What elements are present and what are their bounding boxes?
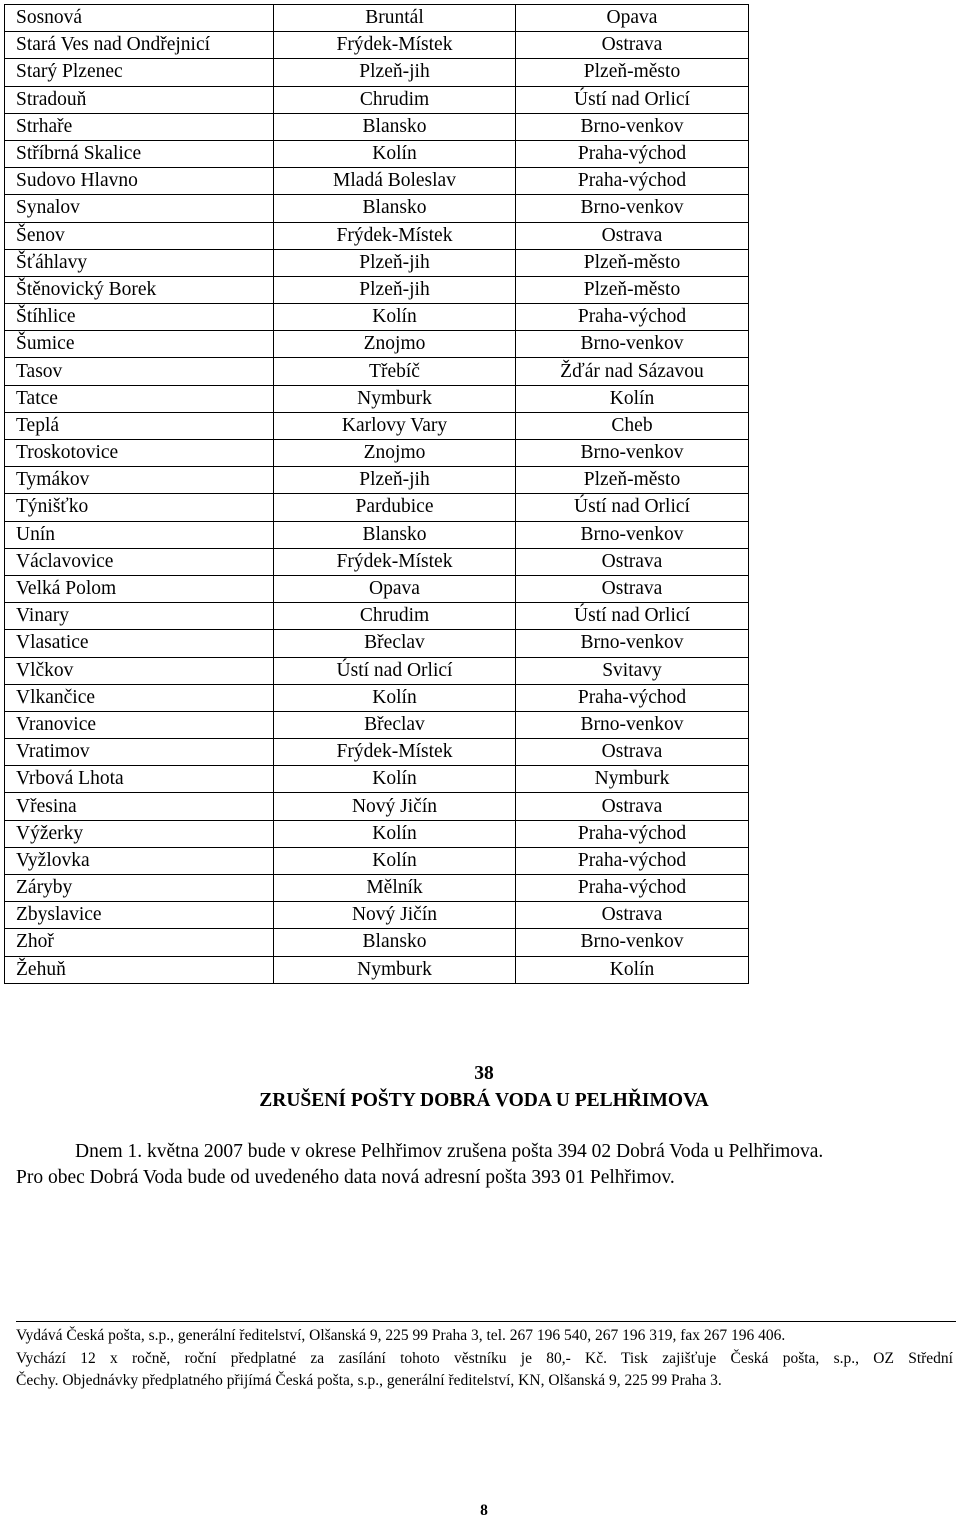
- post-district-cell: Praha-východ: [516, 684, 749, 711]
- post-district-cell: Ostrava: [516, 32, 749, 59]
- table-row: [5, 575, 749, 602]
- district-cell: Blansko: [274, 195, 516, 222]
- municipality-cell: Vyžlovka: [5, 847, 274, 874]
- municipality-cell: Vlasatice: [5, 630, 274, 657]
- post-district-cell: Ústí nad Orlicí: [516, 603, 749, 630]
- table-row: [5, 358, 749, 385]
- table-row: [5, 412, 749, 439]
- post-district-cell: Praha-východ: [516, 847, 749, 874]
- municipality-cell: Velká Polom: [5, 575, 274, 602]
- municipality-cell: Stará Ves nad Ondřejnicí: [5, 32, 274, 59]
- footer-divider: [16, 1321, 956, 1322]
- post-district-cell: Brno-venkov: [516, 440, 749, 467]
- table-row: [5, 32, 749, 59]
- table-row: [5, 630, 749, 657]
- district-cell: Plzeň-jih: [274, 276, 516, 303]
- district-cell: Opava: [274, 575, 516, 602]
- table-body: [5, 5, 749, 984]
- municipality-cell: Šenov: [5, 222, 274, 249]
- district-cell: Kolín: [274, 684, 516, 711]
- district-cell: Pardubice: [274, 494, 516, 521]
- post-district-cell: Brno-venkov: [516, 331, 749, 358]
- post-district-cell: Ostrava: [516, 575, 749, 602]
- post-district-cell: Cheb: [516, 412, 749, 439]
- footer-orders-line: Čechy. Objednávky předplatného přijímá Česká pošta, s.p., generální ředitelství, KN, Olšanská 9, 225 99 Praha 3.: [16, 1372, 722, 1389]
- table-row: [5, 276, 749, 303]
- district-cell: Mělník: [274, 875, 516, 902]
- municipality-cell: Zbyslavice: [5, 902, 274, 929]
- district-cell: Karlovy Vary: [274, 412, 516, 439]
- post-district-cell: Žďár nad Sázavou: [516, 358, 749, 385]
- table-row: [5, 113, 749, 140]
- table-row: [5, 494, 749, 521]
- table-row: [5, 59, 749, 86]
- table-row: [5, 440, 749, 467]
- post-district-cell: Brno-venkov: [516, 929, 749, 956]
- municipality-cell: Stradouň: [5, 86, 274, 113]
- municipality-cell: Synalov: [5, 195, 274, 222]
- post-district-cell: Plzeň-město: [516, 467, 749, 494]
- municipality-cell: Týnišťko: [5, 494, 274, 521]
- post-district-cell: Opava: [516, 5, 749, 32]
- district-cell: Břeclav: [274, 711, 516, 738]
- district-cell: Kolín: [274, 820, 516, 847]
- post-district-cell: Ústí nad Orlicí: [516, 86, 749, 113]
- municipality-cell: Štěnovický Borek: [5, 276, 274, 303]
- municipality-cell: Vlkančice: [5, 684, 274, 711]
- footer-subscription-line: Vychází 12 x ročně, roční předplatné za zasílání tohoto věstníku je 80,- Kč. Tisk zajišťuje Česká pošta, s.p., OZ Střední: [16, 1350, 953, 1367]
- table-row: [5, 929, 749, 956]
- municipality-cell: Vřesina: [5, 793, 274, 820]
- district-cell: Kolín: [274, 140, 516, 167]
- municipality-cell: Štíhlice: [5, 304, 274, 331]
- district-cell: Blansko: [274, 521, 516, 548]
- district-cell: Třebíč: [274, 358, 516, 385]
- table-row: [5, 739, 749, 766]
- district-cell: Znojmo: [274, 440, 516, 467]
- district-cell: Chrudim: [274, 86, 516, 113]
- municipality-cell: Václavovice: [5, 548, 274, 575]
- table-row: [5, 86, 749, 113]
- table-row: [5, 711, 749, 738]
- district-cell: Frýdek-Místek: [274, 222, 516, 249]
- municipality-cell: Vratimov: [5, 739, 274, 766]
- post-district-cell: Brno-venkov: [516, 521, 749, 548]
- post-district-cell: Ostrava: [516, 222, 749, 249]
- table-row: [5, 684, 749, 711]
- footer-publisher-line: Vydává Česká pošta, s.p., generální ředitelství, Olšanská 9, 225 99 Praha 3, tel. 267 196 540, 267 196 319, fax 267 196 406.: [16, 1327, 786, 1344]
- table-row: [5, 766, 749, 793]
- table-row: [5, 548, 749, 575]
- section-number: 38: [474, 1063, 494, 1084]
- municipality-cell: Tasov: [5, 358, 274, 385]
- post-district-cell: Kolín: [516, 956, 749, 983]
- district-cell: Plzeň-jih: [274, 467, 516, 494]
- district-cell: Nový Jičín: [274, 902, 516, 929]
- table-row: [5, 222, 749, 249]
- municipality-cell: Teplá: [5, 412, 274, 439]
- post-district-cell: Brno-venkov: [516, 711, 749, 738]
- post-district-cell: Ostrava: [516, 902, 749, 929]
- table-row: [5, 521, 749, 548]
- municipality-cell: Sosnová: [5, 5, 274, 32]
- table-row: [5, 603, 749, 630]
- municipality-cell: Vlčkov: [5, 657, 274, 684]
- table-row: [5, 467, 749, 494]
- municipality-cell: Vranovice: [5, 711, 274, 738]
- post-district-cell: Plzeň-město: [516, 276, 749, 303]
- municipality-cell: Tymákov: [5, 467, 274, 494]
- municipality-cell: Šťáhlavy: [5, 249, 274, 276]
- district-cell: Chrudim: [274, 603, 516, 630]
- district-cell: Frýdek-Místek: [274, 548, 516, 575]
- post-district-cell: Plzeň-město: [516, 59, 749, 86]
- district-cell: Kolín: [274, 847, 516, 874]
- page-number: 8: [480, 1502, 488, 1519]
- municipality-cell: Starý Plzenec: [5, 59, 274, 86]
- post-district-cell: Brno-venkov: [516, 113, 749, 140]
- table-row: [5, 657, 749, 684]
- post-district-cell: Praha-východ: [516, 820, 749, 847]
- post-district-cell: Praha-východ: [516, 304, 749, 331]
- post-district-cell: Svitavy: [516, 657, 749, 684]
- municipality-cell: Strhaře: [5, 113, 274, 140]
- post-district-cell: Ústí nad Orlicí: [516, 494, 749, 521]
- municipality-cell: Vinary: [5, 603, 274, 630]
- post-district-cell: Brno-venkov: [516, 195, 749, 222]
- district-cell: Frýdek-Místek: [274, 32, 516, 59]
- table-row: [5, 331, 749, 358]
- table-row: [5, 195, 749, 222]
- section-title: ZRUŠENÍ POŠTY DOBRÁ VODA U PELHŘIMOVA: [259, 1090, 709, 1111]
- district-cell: Nymburk: [274, 385, 516, 412]
- district-cell: Břeclav: [274, 630, 516, 657]
- municipality-cell: Výžerky: [5, 820, 274, 847]
- table-row: [5, 168, 749, 195]
- district-cell: Kolín: [274, 304, 516, 331]
- municipality-cell: Záryby: [5, 875, 274, 902]
- table-row: [5, 956, 749, 983]
- post-district-cell: Brno-venkov: [516, 630, 749, 657]
- table-row: [5, 820, 749, 847]
- district-cell: Blansko: [274, 113, 516, 140]
- post-district-cell: Ostrava: [516, 739, 749, 766]
- table-row: [5, 5, 749, 32]
- district-cell: Blansko: [274, 929, 516, 956]
- notice-line-2: Pro obec Dobrá Voda bude od uvedeného data nová adresní pošta 393 01 Pelhřimov.: [16, 1167, 675, 1188]
- municipality-cell: Unín: [5, 521, 274, 548]
- table-row: [5, 875, 749, 902]
- municipality-cell: Šumice: [5, 331, 274, 358]
- municipality-cell: Žehuň: [5, 956, 274, 983]
- post-district-cell: Plzeň-město: [516, 249, 749, 276]
- post-district-cell: Ostrava: [516, 793, 749, 820]
- municipality-cell: Troskotovice: [5, 440, 274, 467]
- municipality-cell: Zhoř: [5, 929, 274, 956]
- district-cell: Mladá Boleslav: [274, 168, 516, 195]
- district-cell: Znojmo: [274, 331, 516, 358]
- municipality-cell: Sudovo Hlavno: [5, 168, 274, 195]
- district-cell: Nymburk: [274, 956, 516, 983]
- table-row: [5, 304, 749, 331]
- post-district-cell: Ostrava: [516, 548, 749, 575]
- municipality-cell: Tatce: [5, 385, 274, 412]
- municipality-table: [4, 4, 749, 984]
- district-cell: Bruntál: [274, 5, 516, 32]
- municipality-cell: Vrbová Lhota: [5, 766, 274, 793]
- table-row: [5, 140, 749, 167]
- district-cell: Ústí nad Orlicí: [274, 657, 516, 684]
- district-cell: Plzeň-jih: [274, 59, 516, 86]
- district-cell: Frýdek-Místek: [274, 739, 516, 766]
- post-district-cell: Praha-východ: [516, 875, 749, 902]
- district-cell: Nový Jičín: [274, 793, 516, 820]
- post-district-cell: Praha-východ: [516, 168, 749, 195]
- district-cell: Kolín: [274, 766, 516, 793]
- table-row: [5, 902, 749, 929]
- district-cell: Plzeň-jih: [274, 249, 516, 276]
- post-district-cell: Kolín: [516, 385, 749, 412]
- table-row: [5, 249, 749, 276]
- municipality-cell: Stříbrná Skalice: [5, 140, 274, 167]
- table-row: [5, 847, 749, 874]
- post-district-cell: Nymburk: [516, 766, 749, 793]
- table-row: [5, 385, 749, 412]
- notice-line-1: Dnem 1. května 2007 bude v okrese Pelhřimov zrušena pošta 394 02 Dobrá Voda u Pelhřimova.: [75, 1141, 824, 1162]
- table-row: [5, 793, 749, 820]
- post-district-cell: Praha-východ: [516, 140, 749, 167]
